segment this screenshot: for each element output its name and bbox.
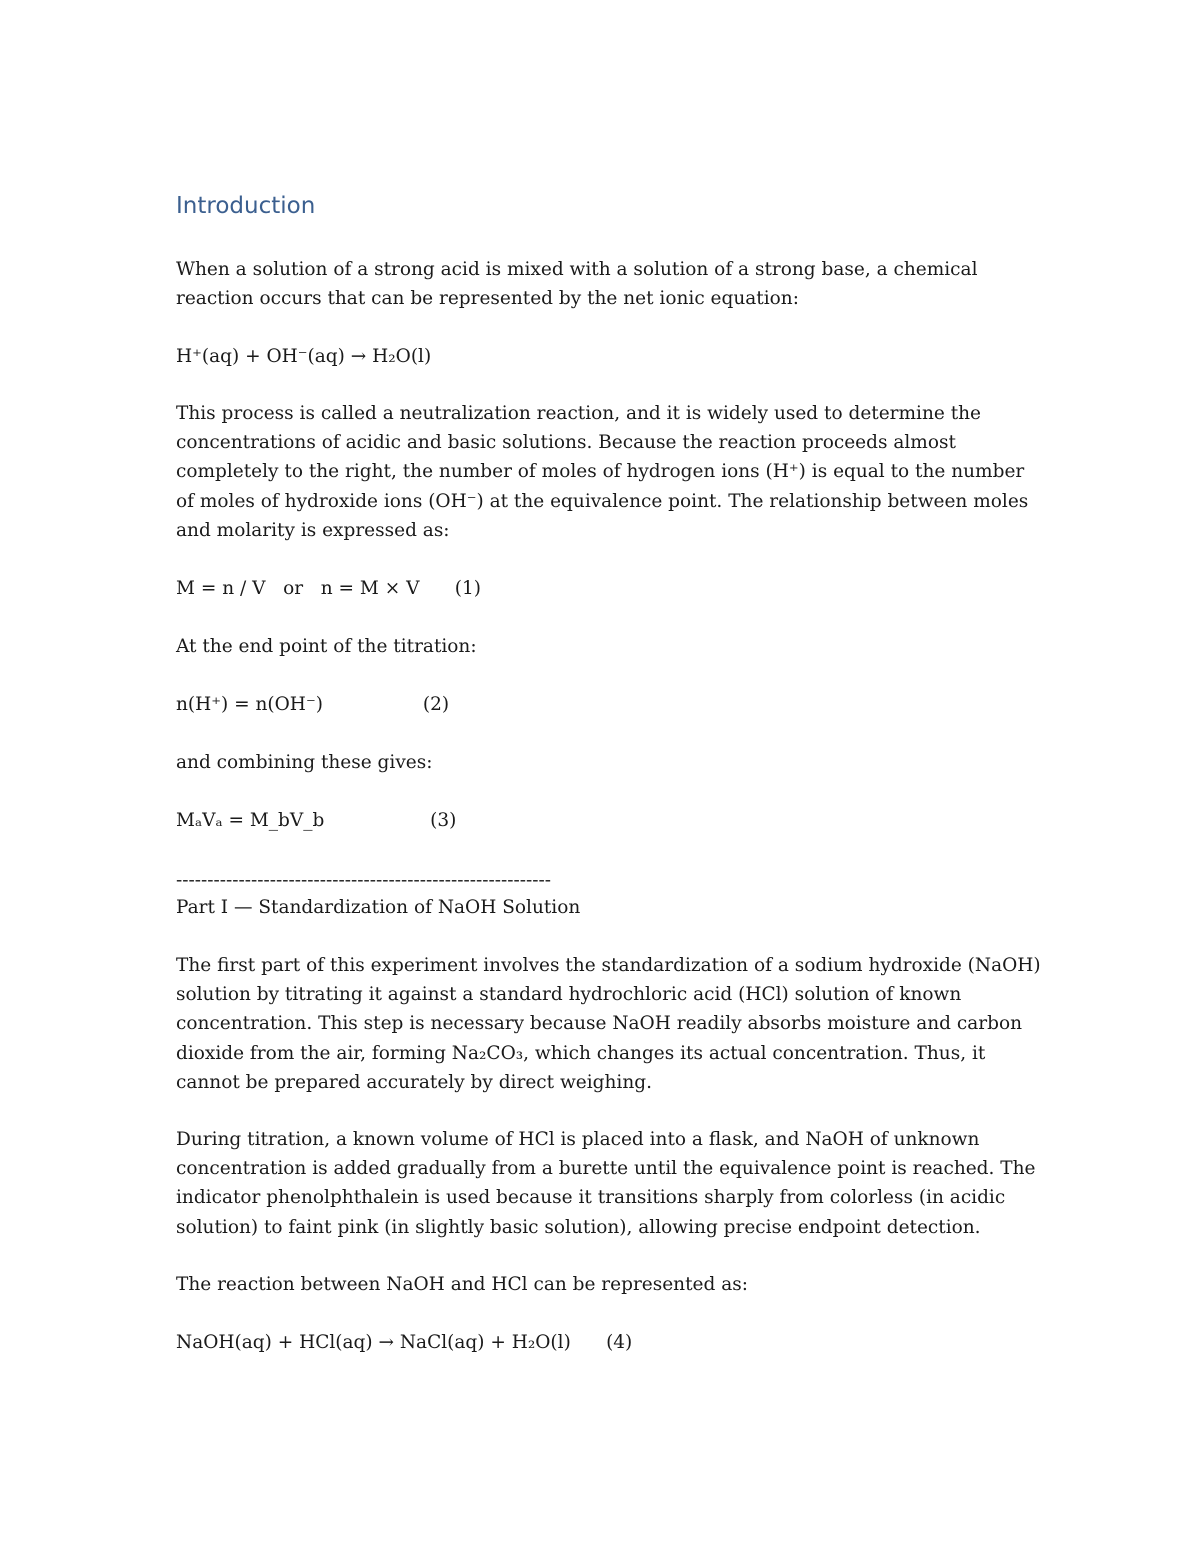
equation-4: NaOH(aq) + HCl(aq) → NaCl(aq) + H₂O(l) (4)	[176, 1332, 633, 1353]
equation-3: MₐVₐ = M_bV_b (3)	[176, 810, 457, 831]
text-line: This process is called a neutralization reaction, and it is widely used to determine the	[176, 403, 982, 424]
endpoint-text: At the end point of the titration:	[176, 636, 477, 657]
section-heading: Introduction	[176, 193, 316, 219]
text-line: of moles of hydroxide ions (OH⁻) at the equivalence point. The relationship between moles	[176, 490, 1029, 512]
text-line: indicator phenolphthalein is used because it transitions sharply from colorless (in acidic	[176, 1187, 1006, 1209]
text-line: completely to the right, the number of moles of hydrogen ions (H⁺) is equal to the number	[176, 461, 1025, 483]
titration-paragraph	[176, 1125, 1036, 1242]
reaction-text: The reaction between NaOH and HCl can be represented as:	[176, 1274, 748, 1295]
net-ionic-equation: H⁺(aq) + OH⁻(aq) → H₂O(l)	[176, 346, 432, 367]
equation-2: n(H⁺) = n(OH⁻) (2)	[176, 694, 450, 715]
combining-text: and combining these gives:	[176, 752, 433, 773]
intro-paragraph	[176, 255, 1036, 313]
equation-1: M = n / V or n = M × V (1)	[176, 578, 481, 599]
separator-line: ------------------------------------------------------------	[176, 870, 552, 891]
text-line: concentration is added gradually from a burette until the equivalence point is reached. The	[176, 1158, 1036, 1180]
text-line: and molarity is expressed as:	[176, 519, 450, 541]
text-line: cannot be prepared accurately by direct weighing.	[176, 1071, 652, 1093]
part1-title: Part I — Standardization of NaOH Solution	[176, 897, 581, 918]
text-line: reaction occurs that can be represented by the net ionic equation:	[176, 288, 799, 310]
part1-paragraph	[176, 951, 1041, 1097]
neutralization-paragraph	[176, 399, 1036, 545]
text-line: The first part of this experiment involves the standardization of a sodium hydroxide (NaOH)	[176, 955, 1041, 976]
text-line: During titration, a known volume of HCl is placed into a flask, and NaOH of unknown	[176, 1129, 980, 1150]
text-line: solution) to faint pink (in slightly basic solution), allowing precise endpoint detection.	[176, 1216, 981, 1238]
text-line: dioxide from the air, forming Na₂CO₃, which changes its actual concentration. Thus, it	[176, 1042, 986, 1064]
text-line: concentrations of acidic and basic solutions. Because the reaction proceeds almost	[176, 432, 956, 454]
text-line: When a solution of a strong acid is mixed with a solution of a strong base, a chemical	[176, 259, 978, 280]
text-line: concentration. This step is necessary because NaOH readily absorbs moisture and carbon	[176, 1013, 1023, 1035]
text-line: solution by titrating it against a standard hydrochloric acid (HCl) solution of known	[176, 984, 962, 1006]
